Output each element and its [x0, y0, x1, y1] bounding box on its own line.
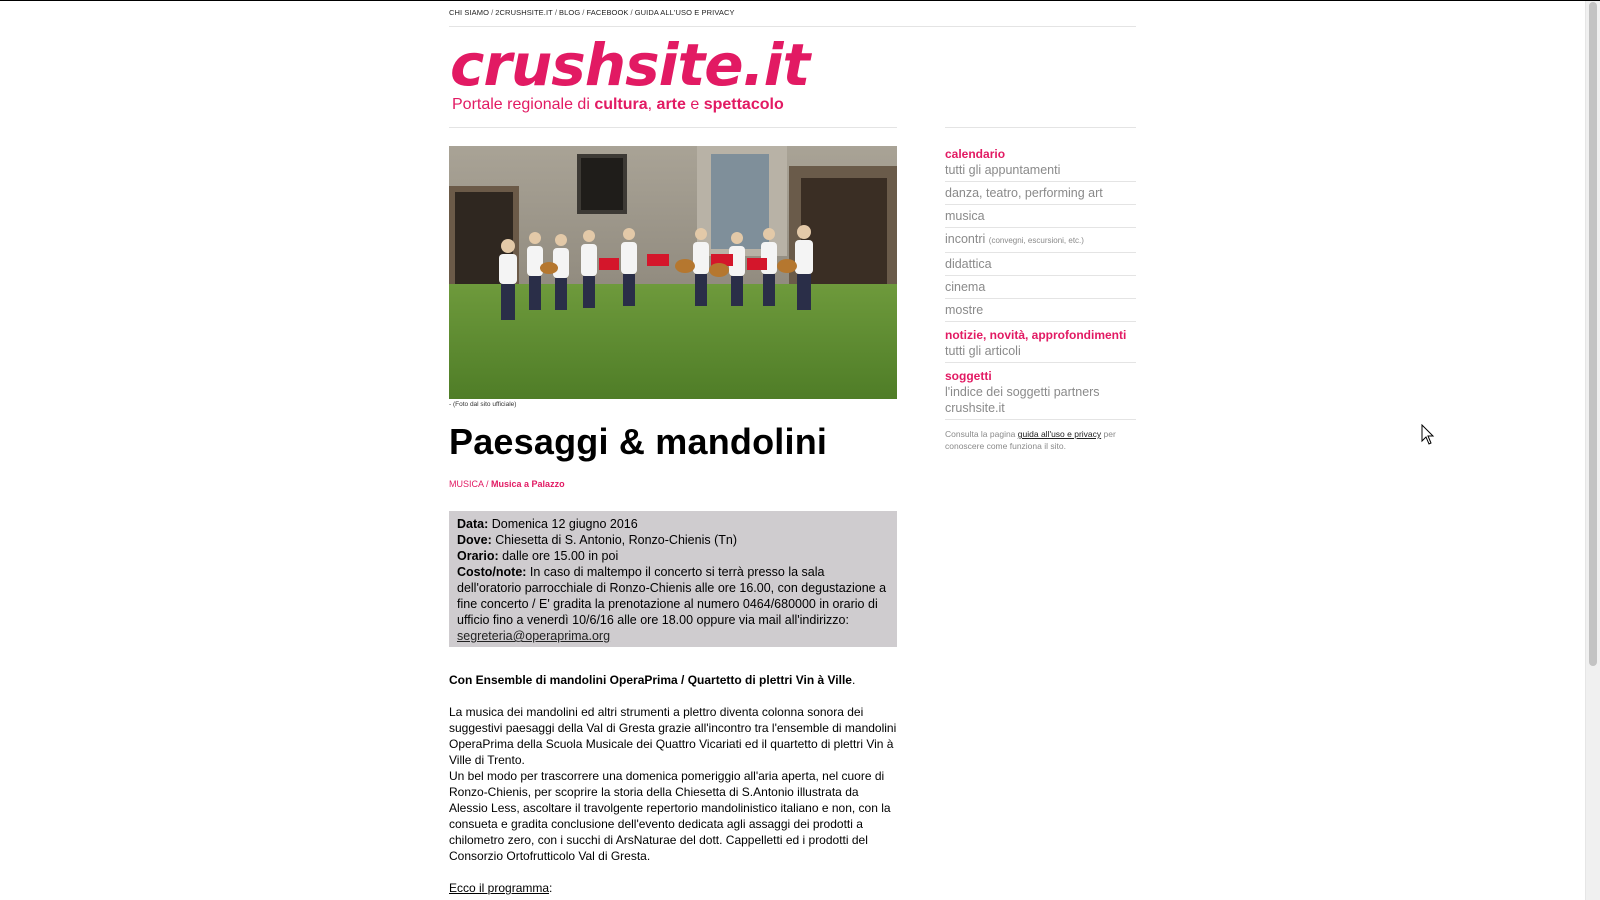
article-title: Paesaggi & mandolini [449, 421, 828, 462]
divider [945, 127, 1136, 128]
info-value: dalle ore 15.00 in poi [498, 549, 619, 563]
nav-separator: / [582, 8, 585, 17]
photo-caption: - (Foto dal sito ufficiale) [449, 401, 517, 408]
breadcrumb [449, 479, 565, 489]
sidebar-item-tutti-appuntamenti[interactable]: tutti gli appuntamenti [945, 162, 1136, 182]
info-value: In caso di maltempo il concerto si terrà presso la sala dell'oratorio parrocchiale di Ronzo-Chienis alle ore 16.00, con degustazione a fine concerto / E' gradita la prenotazione al numero 0464/680000 in orario di ufficio fino a venerdì 10/6/16 alle ore 18.00 oppure via mail all'indirizzo: [457, 565, 887, 627]
info-date [457, 516, 889, 532]
info-value: Chiesetta di S. Antonio, Ronzo-Chienis (Tn) [491, 533, 737, 547]
article-paragraph: Un bel modo per trascorrere una domenica pomeriggio all'aria aperta, nel cuore di Ronzo-Chienis, per scoprire la storia della Chiesetta di S.Antonio illustrata da Alessio Less, ascoltare il travolgente repertorio mandolinistico italiano e non, con la consueta e gradita conclusione dell'evento dedicata agli assaggi dei prodotti a chilometro zero, con i succhi di ArsNaturae del dott. Cappelletti ed i prodotti del Consorzio Ortofrutticolo Val di Gresta. [449, 769, 891, 863]
incontri-label: incontri [945, 232, 986, 246]
event-photo [449, 146, 897, 399]
top-navigation [449, 8, 735, 17]
lead-text: Con Ensemble di mandolini OperaPrima / Quartetto di plettri Vin à Ville [449, 673, 852, 687]
vertical-scrollbar[interactable] [1585, 0, 1600, 900]
tagline-e: e [685, 96, 704, 113]
nav-chi-siamo[interactable]: CHI SIAMO [449, 8, 490, 17]
sidebar-item-tutti-articoli[interactable]: tutti gli articoli [945, 343, 1136, 363]
breadcrumb-separator: / [483, 479, 492, 489]
nav-2crushsite[interactable]: 2CRUSHSITE.IT [495, 8, 553, 17]
guida-privacy-link[interactable]: guida all'uso e privacy [1017, 429, 1102, 439]
program-link[interactable]: Ecco il programma [449, 881, 550, 895]
sidebar-item-incontri[interactable] [945, 228, 1136, 253]
sidebar [945, 146, 1136, 452]
tagline-arte: arte [656, 96, 686, 113]
nav-separator: / [554, 8, 558, 17]
sidebar-note [945, 428, 1136, 452]
program-colon: : [549, 881, 553, 895]
sidebar-heading-soggetti[interactable]: soggetti [945, 369, 992, 383]
sidebar-heading-notizie[interactable]: notizie, novità, approfondimenti [945, 328, 1127, 342]
sidebar-item-danza-teatro[interactable]: danza, teatro, performing art [945, 182, 1136, 205]
sidebar-heading-calendario[interactable]: calendario [945, 147, 1006, 161]
sidebar-item-didattica[interactable]: didattica [945, 253, 1136, 276]
site-tagline [452, 96, 784, 114]
nav-separator: / [630, 8, 633, 17]
note-prefix: Consulta la pagina [945, 429, 1018, 439]
tagline-comma: , [647, 96, 657, 113]
info-label: Data: [457, 517, 489, 531]
article-lead [449, 672, 899, 688]
email-link[interactable]: segreteria@operaprima.org [457, 629, 611, 643]
category-link[interactable]: MUSICA [449, 479, 484, 489]
note-suffix: per conoscere come funziona il sito. [945, 429, 1116, 451]
lead-end: . [851, 673, 856, 687]
info-value: Domenica 12 giugno 2016 [488, 517, 638, 531]
site-logo[interactable]: crushsite.it [450, 31, 810, 99]
tagline-cultura: cultura [594, 96, 648, 113]
nav-separator: / [491, 8, 494, 17]
sidebar-item-cinema[interactable]: cinema [945, 276, 1136, 299]
nav-blog[interactable]: BLOG [559, 8, 581, 17]
nav-facebook[interactable]: FACEBOOK [586, 8, 629, 17]
mouse-cursor-icon [1421, 424, 1435, 446]
info-time [457, 548, 889, 564]
info-cost [457, 564, 889, 644]
event-info-box [449, 511, 897, 647]
info-label: Orario: [457, 549, 499, 563]
nav-guida-privacy[interactable]: GUIDA ALL'USO E PRIVACY [634, 8, 735, 17]
divider [449, 26, 1136, 27]
sidebar-item-indice-soggetti[interactable]: l'indice dei soggetti partners crushsite.it [945, 384, 1136, 420]
subcategory-link[interactable]: Musica a Palazzo [491, 479, 565, 489]
tagline-prefix: Portale regionale di [452, 96, 595, 113]
sidebar-item-mostre[interactable]: mostre [945, 299, 1136, 322]
info-label: Dove: [457, 533, 492, 547]
article-paragraph: La musica dei mandolini ed altri strumenti a plettro diventa colonna sonora dei suggestivi paesaggi della Val di Gresta grazie all'incontro tra l'ensemble di mandolini OperaPrima della Scuola Musicale dei Quattro Vicariati ed il quartetto di plettri Vin à Ville di Trento. [449, 705, 897, 767]
scrollbar-thumb[interactable] [1589, 2, 1597, 666]
info-place [457, 532, 889, 548]
tagline-spettacolo: spettacolo [703, 96, 784, 113]
divider [449, 127, 897, 128]
article-body [449, 672, 899, 896]
program-heading [449, 880, 899, 896]
page-top-border [0, 0, 1600, 1]
incontri-note: (convegni, escursioni, etc.) [988, 236, 1084, 245]
sidebar-item-musica[interactable]: musica [945, 205, 1136, 228]
info-label: Costo/note: [457, 565, 527, 579]
